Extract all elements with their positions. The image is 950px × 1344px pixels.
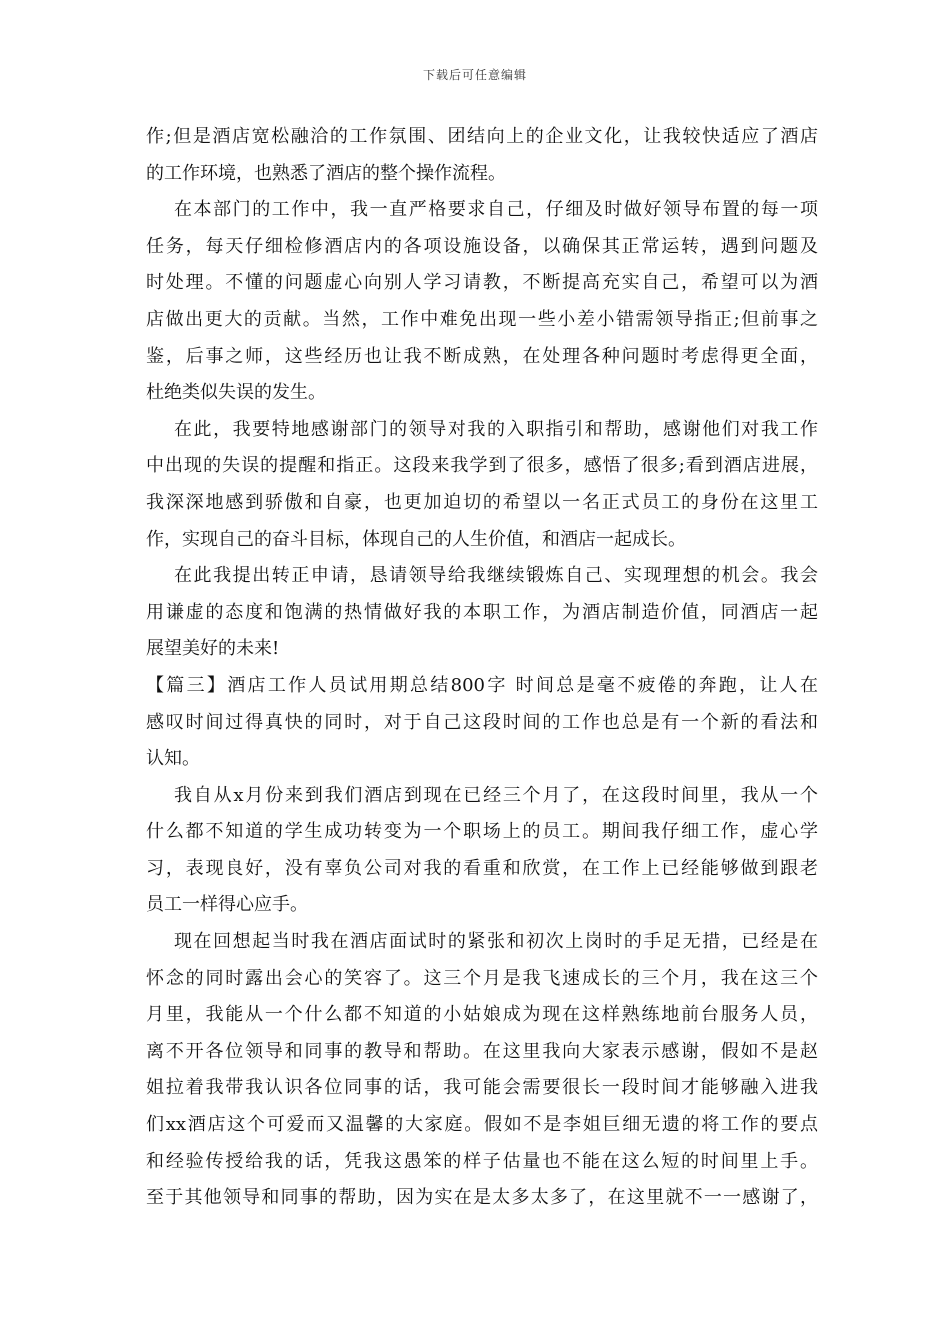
text-line: 用谦虚的态度和饱满的热情做好我的本职工作，为酒店制造价值，同酒店一起 xyxy=(146,601,818,623)
text-line: 习，表现良好，没有辜负公司对我的看重和欣赏，在工作上已经能够做到跟老 xyxy=(146,857,818,879)
text-line: 我自从x月份来到我们酒店到现在已经三个月了，在这段时间里，我从一个 xyxy=(174,784,818,806)
text-line: 展望美好的未来! xyxy=(146,638,280,660)
text-line: 鉴，后事之师，这些经历也让我不断成熟，在处理各种问题时考虑得更全面， xyxy=(146,345,818,367)
text-line: 怀念的同时露出会心的笑容了。这三个月是我飞速成长的三个月，我在这三个 xyxy=(146,967,818,989)
text-line: 和经验传授给我的话，凭我这愚笨的样子估量也不能在这么短的时间里上手。 xyxy=(146,1150,818,1172)
text-line: 中出现的失误的提醒和指正。这段来我学到了很多，感悟了很多;看到酒店进展， xyxy=(146,455,818,477)
text-line: 感叹时间过得真快的同时，对于自己这段时间的工作也总是有一个新的看法和 xyxy=(146,711,818,733)
text-line: 认知。 xyxy=(146,748,200,770)
text-line: 作，实现自己的奋斗目标，体现自己的人生价值，和酒店一起成长。 xyxy=(146,528,686,550)
text-line: 月里，我能从一个什么都不知道的小姑娘成为现在这样熟练地前台服务人员， xyxy=(146,1004,818,1026)
text-line: 在此，我要特地感谢部门的领导对我的入职指引和帮助，感谢他们对我工作 xyxy=(174,418,818,440)
text-line: 作;但是酒店宽松融洽的工作氛围、团结向上的企业文化，让我较快适应了酒店 xyxy=(146,126,818,147)
text-line: 离不开各位领导和同事的教导和帮助。在这里我向大家表示感谢，假如不是赵 xyxy=(146,1040,818,1062)
text-line: 我深深地感到骄傲和自豪，也更加迫切的希望以一名正式员工的身份在这里工 xyxy=(146,491,818,513)
document-body xyxy=(146,119,818,1217)
text-line: 【篇三】酒店工作人员试用期总结800字 时间总是毫不疲倦的奔跑，让人在 xyxy=(146,674,818,696)
text-line: 在本部门的工作中，我一直严格要求自己，仔细及时做好领导布置的每一项 xyxy=(174,199,818,221)
text-line: 任务，每天仔细检修酒店内的各项设施设备，以确保其正常运转，遇到问题及 xyxy=(146,235,818,257)
text-line: 在此我提出转正申请，恳请领导给我继续锻炼自己、实现理想的机会。我会 xyxy=(174,565,818,587)
text-line: 姐拉着我带我认识各位同事的话，我可能会需要很长一段时间才能够融入进我 xyxy=(146,1077,818,1099)
text-line: 的工作环境，也熟悉了酒店的整个操作流程。 xyxy=(146,162,506,184)
text-line: 什么都不知道的学生成功转变为一个职场上的员工。期间我仔细工作，虚心学 xyxy=(146,821,818,843)
text-line: 们xx酒店这个可爱而又温馨的大家庭。假如不是李姐巨细无遗的将工作的要点 xyxy=(146,1114,818,1136)
text-line: 时处理。不懂的问题虚心向别人学习请教，不断提高充实自己，希望可以为酒 xyxy=(146,272,818,294)
text-line: 店做出更大的贡献。当然，工作中难免出现一些小差小错需领导指正;但前事之 xyxy=(146,308,818,330)
text-line: 员工一样得心应手。 xyxy=(146,894,308,916)
text-line: 至于其他领导和同事的帮助，因为实在是太多太多了，在这里就不一一感谢了， xyxy=(146,1187,818,1209)
text-line: 现在回想起当时我在酒店面试时的紧张和初次上岗时的手足无措，已经是在 xyxy=(174,931,818,953)
text-line: 杜绝类似失误的发生。 xyxy=(146,382,326,404)
page-header: 下载后可任意编辑 xyxy=(422,68,527,82)
